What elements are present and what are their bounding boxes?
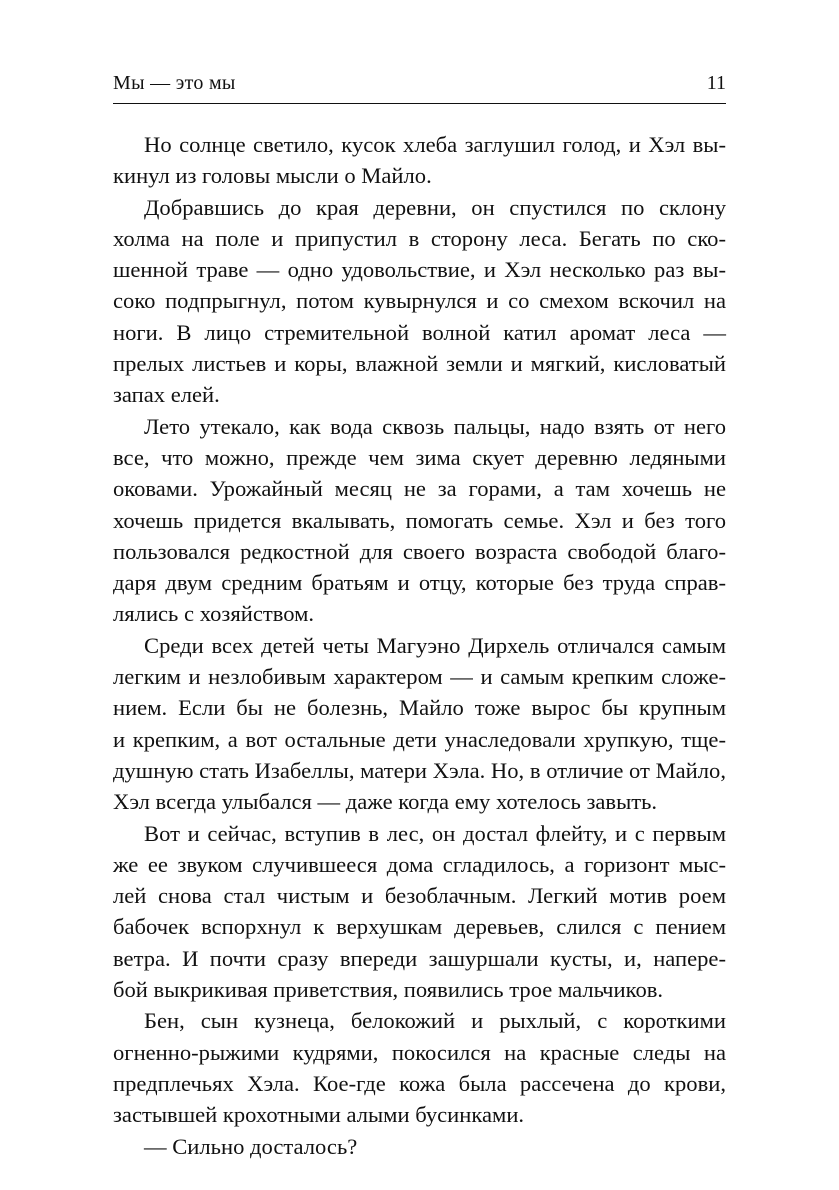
text-line: соко подпрыгнул, потом кувырнулся и со смехом вскочил на xyxy=(113,288,726,314)
running-head xyxy=(113,66,726,100)
text-line: хочешь придется вкалывать, помогать семье. Хэл и без того xyxy=(113,507,726,533)
text-line: огненно-рыжими кудрями, покосился на красные следы на xyxy=(113,1039,726,1065)
text-line: пользовался редкостной для своего возраста свободой благо- xyxy=(113,538,726,564)
text-line: все, что можно, прежде чем зима скует деревню ледяными xyxy=(113,444,726,470)
text-line: прелых листьев и коры, влажной земли и мягкий, кисловатый xyxy=(113,351,726,377)
page-number: 11 xyxy=(706,72,726,94)
text-line: Лето утекало, как вода сквозь пальцы, надо взять от него xyxy=(144,413,726,439)
text-line: лей снова стал чистым и безоблачным. Легкий мотив роем xyxy=(113,883,726,909)
text-line: ветра. И почти сразу впереди зашуршали кусты, и, напере- xyxy=(113,945,726,971)
text-line: душную стать Изабеллы, матери Хэла. Но, в отличие от Майло, xyxy=(113,757,726,783)
text-line: оковами. Урожайный месяц не за горами, а там хочешь не xyxy=(113,476,726,502)
running-title: Мы — это мы xyxy=(113,72,236,94)
text-line: же ее звуком случившееся дома сгладилось, а горизонт мыс- xyxy=(113,851,726,877)
text-line: холма на поле и припустил в сторону леса. Бегать по ско- xyxy=(113,225,726,251)
text-line: лялись с хозяйством. xyxy=(113,601,315,627)
text-line: застывшей крохотными алыми бусинками. xyxy=(113,1102,525,1128)
header-rule xyxy=(113,103,726,104)
text-line: ноги. В лицо стремительной волной катил аромат леса — xyxy=(113,319,726,345)
text-line: и крепким, а вот остальные дети унаследовали хрупкую, тще- xyxy=(113,726,726,752)
text-line: нием. Если бы не болезнь, Майло тоже вырос бы крупным xyxy=(113,695,726,721)
text-line: даря двум средним братьям и отцу, которые без труда справ- xyxy=(113,570,726,596)
text-line: Хэл всегда улыбался — даже когда ему хотелось завыть. xyxy=(113,789,658,815)
body-text xyxy=(113,129,726,1162)
text-line: Добравшись до края деревни, он спустился по склону xyxy=(144,194,726,220)
text-line: Но солнце светило, кусок хлеба заглушил голод, и Хэл вы- xyxy=(144,132,726,157)
text-line: Вот и сейчас, вступив в лес, он достал флейту, и с первым xyxy=(144,820,726,846)
text-line: бой выкрикивая приветствия, появились трое мальчиков. xyxy=(113,977,664,1003)
text-line: Бен, сын кузнеца, белокожий и рыхлый, с короткими xyxy=(144,1008,726,1034)
text-line: предплечьях Хэла. Кое-где кожа была рассечена до крови, xyxy=(113,1070,726,1096)
text-line: кинул из головы мысли о Майло. xyxy=(113,163,432,189)
text-line: Среди всех детей четы Магуэно Дирхель отличался самым xyxy=(144,632,726,658)
text-line: — Сильно досталось? xyxy=(144,1133,358,1159)
text-line: бабочек вспорхнул к верхушкам деревьев, слился с пением xyxy=(113,914,726,940)
text-line: запах елей. xyxy=(113,382,220,408)
text-line: шенной траве — одно удовольствие, и Хэл несколько раз вы- xyxy=(113,257,726,283)
text-line: легким и незлобивым характером — и самым крепким сложе- xyxy=(113,664,726,690)
